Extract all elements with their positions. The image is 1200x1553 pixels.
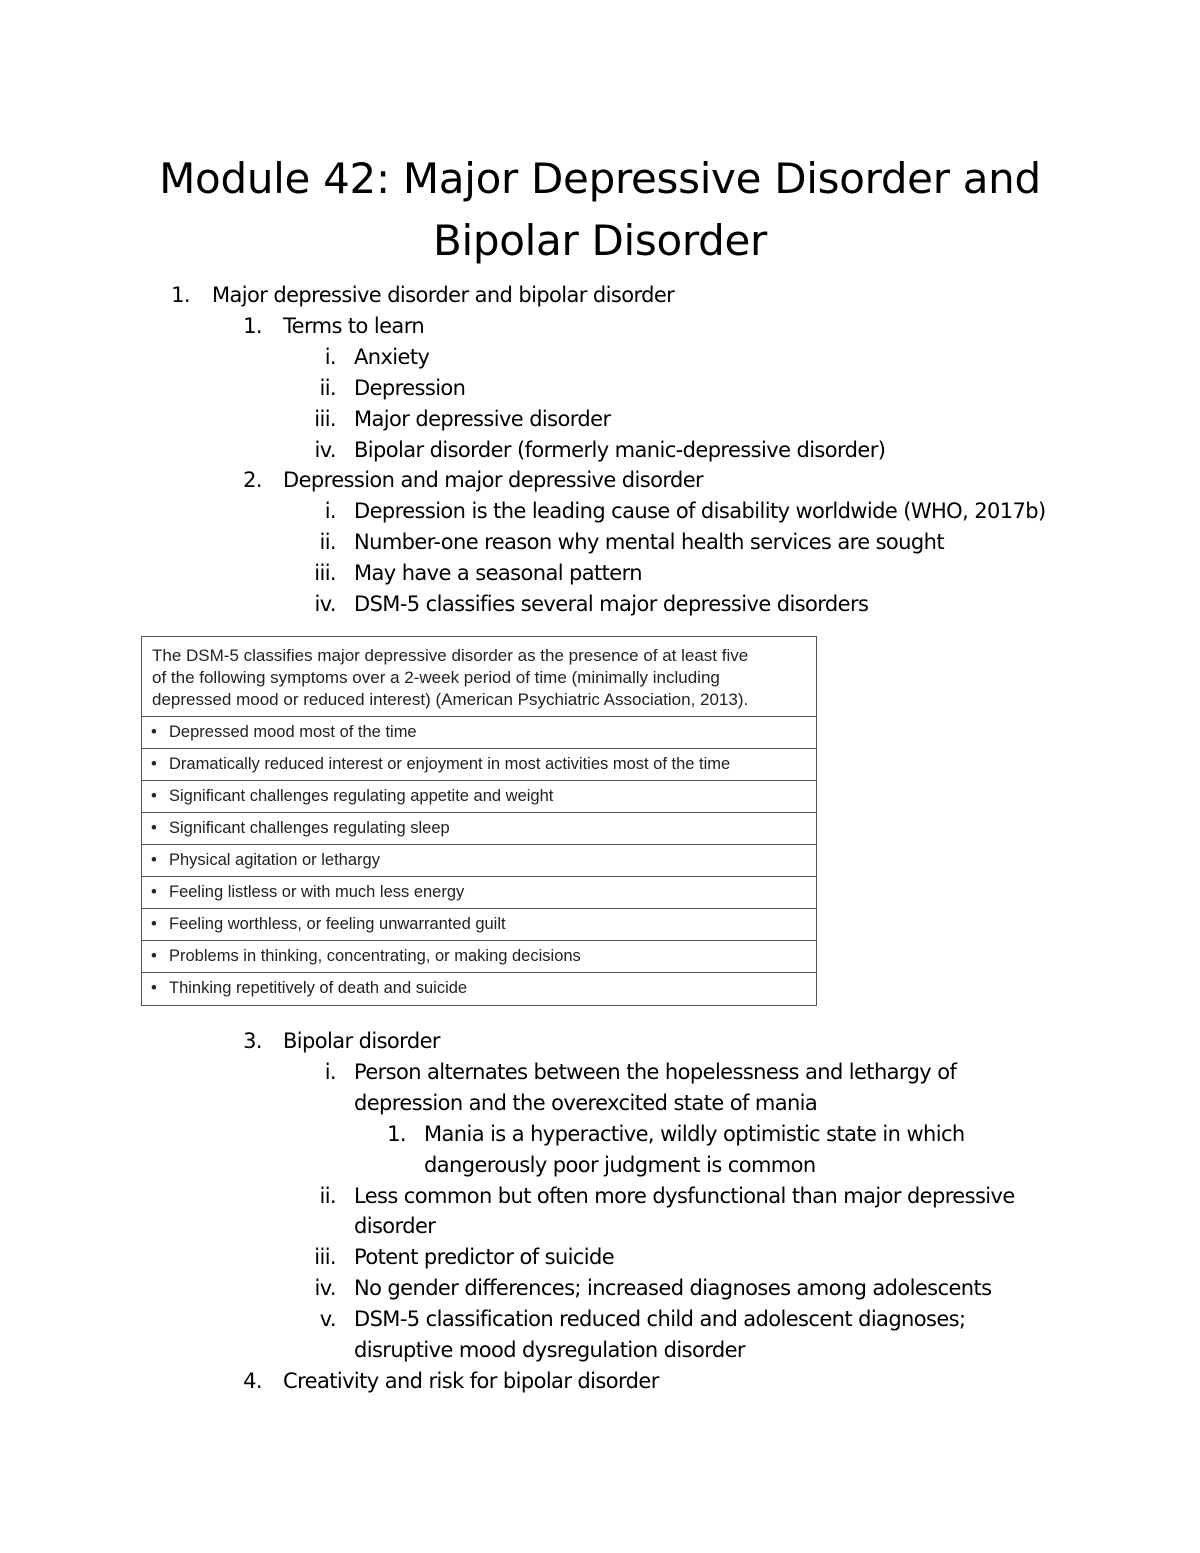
outline-text: Major depressive disorder and bipolar disorder <box>212 283 675 307</box>
table-row: • Feeling worthless, or feeling unwarranted guilt <box>142 909 816 941</box>
title-line-1: Module 42: Major Depressive Disorder and <box>159 154 1041 203</box>
title-line-2: Bipolar Disorder <box>433 216 767 265</box>
table-row: • Thinking repetitively of death and suicide <box>142 973 816 1005</box>
bullet-icon: • <box>151 979 157 997</box>
bullet-icon: • <box>151 755 157 773</box>
bullet-icon: • <box>151 883 157 901</box>
bullet-icon: • <box>151 851 157 869</box>
bullet-icon: • <box>151 787 157 805</box>
table-row: • Significant challenges regulating sleep <box>142 813 816 845</box>
table-header: The DSM-5 classifies major depressive disorder as the presence of at least five of the following symptoms over a 2-week period of time (minimally including depressed mood or reduced interest) (American Psychiatric Association, 2013). <box>142 637 816 717</box>
table-row: • Significant challenges regulating appetite and weight <box>142 781 816 813</box>
bullet-icon: • <box>151 915 157 933</box>
table-row: • Depressed mood most of the time <box>142 717 816 749</box>
bullet-icon: • <box>151 819 157 837</box>
bullet-icon: • <box>151 947 157 965</box>
table-row: • Problems in thinking, concentrating, or making decisions <box>142 941 816 973</box>
table-row: • Feeling listless or with much less energy <box>142 877 816 909</box>
bullet-icon: • <box>151 723 157 741</box>
page-title <box>0 148 1200 272</box>
outline-number: 1. <box>171 283 190 307</box>
dsm5-criteria-table <box>141 636 817 1006</box>
table-row: • Dramatically reduced interest or enjoyment in most activities most of the time <box>142 749 816 781</box>
table-row: • Physical agitation or lethargy <box>142 845 816 877</box>
